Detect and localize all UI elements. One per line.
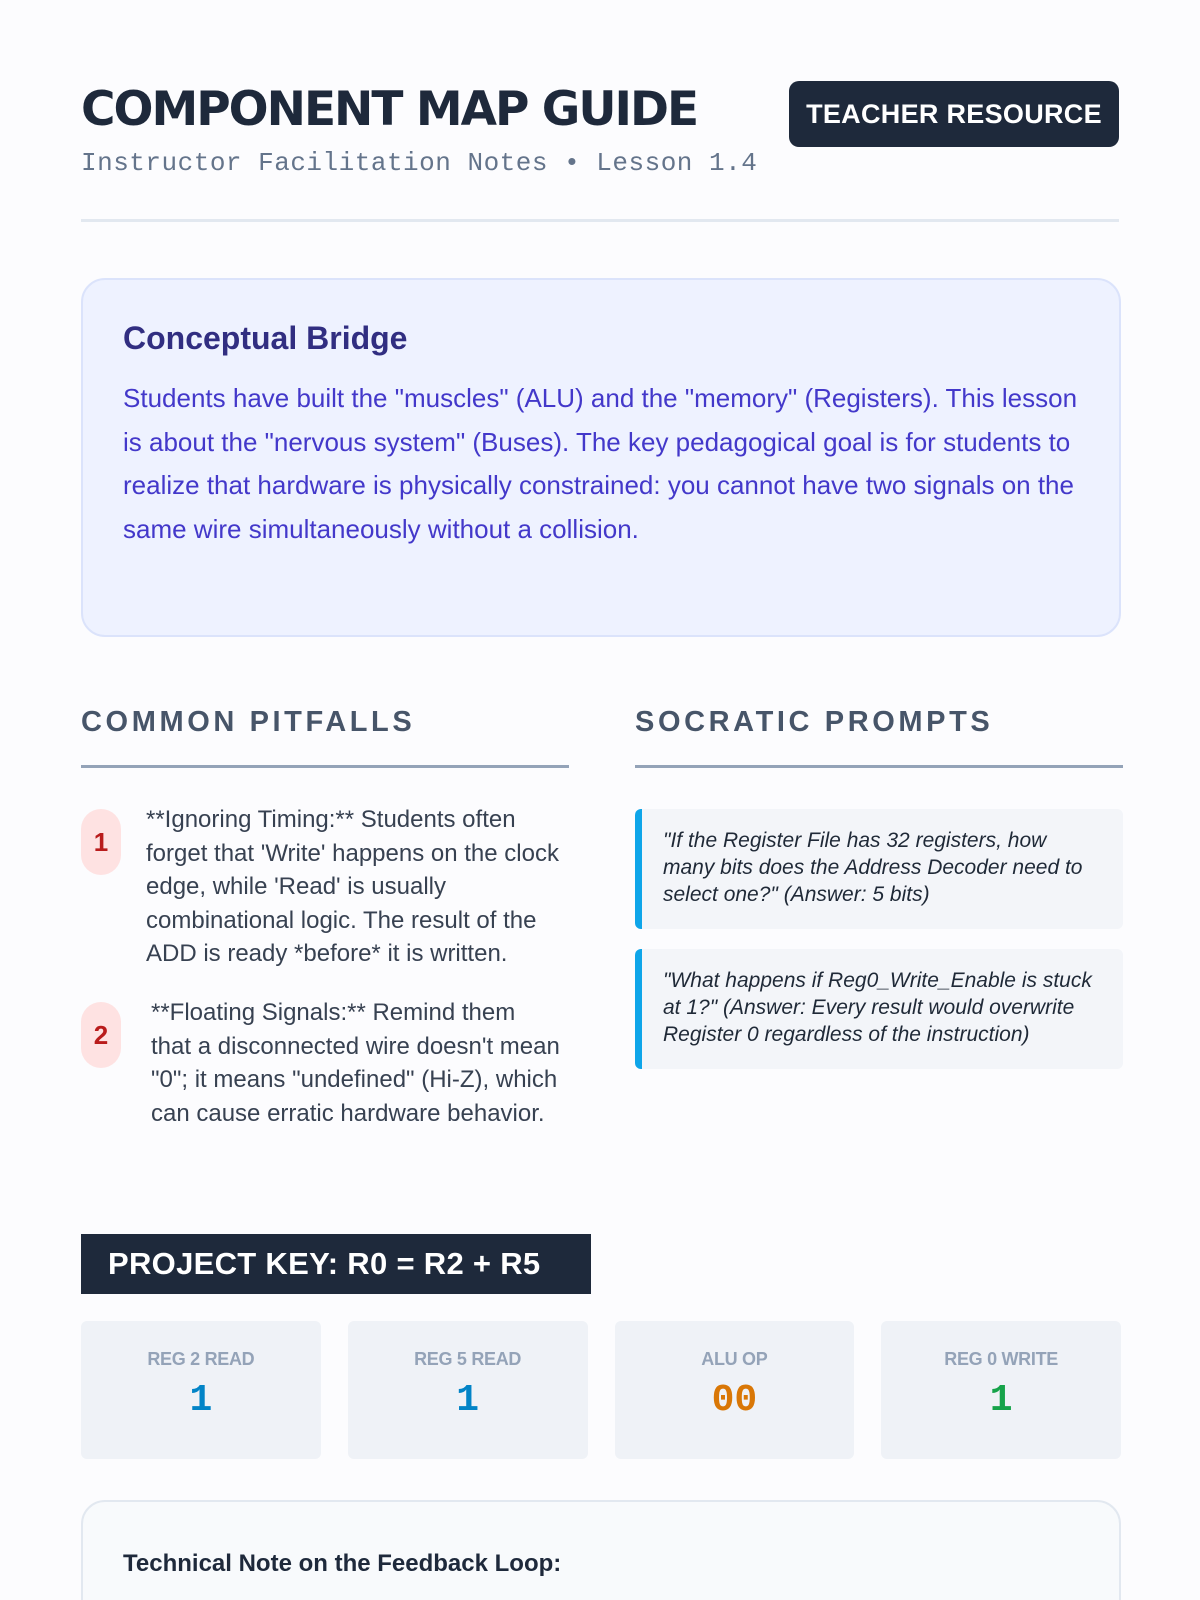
signal-label: REG 2 READ [147,1349,255,1369]
pitfall-text: **Ignoring Timing:** Students often forget that 'Write' happens on the clock edge, while 'Read' is usually combinational logic. The result of the ADD is ready *before* it is written. [146,806,559,967]
signal-card-reg2-read [81,1321,321,1459]
signal-label: REG 0 WRITE [944,1349,1058,1369]
pitfall-number-badge: 2 [81,1002,121,1068]
conceptual-bridge-card [81,278,1121,637]
signal-label: ALU OP [701,1349,768,1369]
pitfall-item [81,999,561,1130]
page-title: COMPONENT MAP GUIDE [81,82,698,137]
control-signals-grid [81,1321,1121,1459]
signal-value: 1 [456,1379,480,1422]
conceptual-bridge-title: Conceptual Bridge [123,320,408,356]
signal-label: REG 5 READ [414,1349,522,1369]
common-pitfalls-heading: COMMON PITFALLS [81,706,569,768]
technical-note-title: Technical Note on the Feedback Loop: [123,1550,562,1577]
pitfall-item [81,806,561,971]
pitfall-text: **Floating Signals:** Remind them that a disconnected wire doesn't mean "0"; it means "undefined" (Hi-Z), which can cause erratic hardware behavior. [151,999,560,1127]
signal-value: 00 [711,1379,758,1422]
conceptual-bridge-text: Students have built the "muscles" (ALU) and the "memory" (Registers). This lesson is about the "nervous system" (Buses). The key pedagogical goal is for students to realize that hardware is physically constrained: you cannot have two signals on the same wire simultaneously without a collision. [123,383,1078,544]
common-pitfalls-section [81,706,569,1127]
socratic-prompt: "What happens if Reg0_Write_Enable is stuck at 1?" (Answer: Every result would overwrite Register 0 regardless of the instruction) [635,949,1123,1069]
socratic-prompts-section [635,706,1123,1046]
page-subtitle: Instructor Facilitation Notes • Lesson 1.4 [81,148,758,178]
signal-card-reg0-write [881,1321,1121,1459]
page-header [81,0,1119,222]
signal-value: 1 [989,1379,1013,1422]
socratic-prompt: "If the Register File has 32 registers, how many bits does the Address Decoder need to select one?" (Answer: 5 bits) [635,809,1123,929]
project-key-title: PROJECT KEY: R0 = R2 + R5 [81,1234,591,1294]
signal-value: 1 [189,1379,213,1422]
pitfall-number-badge: 1 [81,809,121,875]
signal-card-alu-op [615,1321,855,1459]
teacher-resource-badge: TEACHER RESOURCE [789,81,1119,147]
signal-card-reg5-read [348,1321,588,1459]
technical-note-card [81,1500,1121,1600]
socratic-prompts-heading: SOCRATIC PROMPTS [635,706,1123,768]
